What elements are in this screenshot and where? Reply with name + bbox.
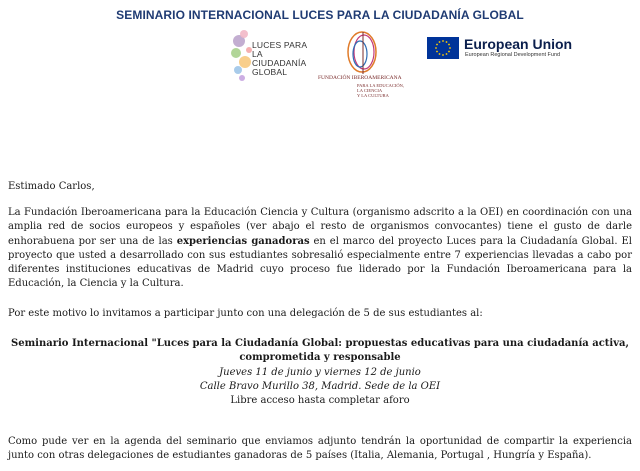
fundacion-swirl-icon	[318, 28, 418, 76]
eu-logo: European Union European Regional Development Fund	[427, 36, 597, 60]
fundacion-logo: FUNDACIÓN IBEROAMERICANA PARA LA EDUCACIÓN, LA CIENCIA Y LA CULTURA	[318, 28, 418, 102]
fundacion-subtitle: PARA LA EDUCACIÓN, LA CIENCIA Y LA CULTURA	[357, 83, 404, 98]
event-place: Calle Bravo Murillo 38, Madrid. Sede de la OEI	[199, 380, 441, 392]
event-title: Seminario Internacional "Luces para la Ciudadanía Global: propuestas educativas para una ciudadanía activa, comprometida y responsable	[11, 338, 629, 364]
logo-row	[0, 26, 640, 102]
paragraph-agenda: Como pude ver en la agenda del seminario que enviamos adjunto tendrán la oportunidad de compartir la experiencia junto con otras delegaciones de estudiantes ganadoras de 5 países (Italia, Alemania, Portugal , Hungría y España).	[8, 436, 632, 462]
event-date: Jueves 11 de junio y viernes 12 de junio	[219, 366, 421, 378]
event-access: Libre acceso hasta completar aforo	[230, 395, 410, 407]
paragraph-intro: La Fundación Iberoamericana para la Educación Ciencia y Cultura (organismo adscrito a la OEI) en coordinación con una amplia red de socios europeos y españoles (ver abajo el resto de organismos convocantes) tiene el gusto de darle enhorabuena por ser una de las experiencias ganadoras en el marco del proyecto Luces para la Ciudadanía Global. El proyecto que usted a desarrollado con sus estudiantes sobresalió especialmente entre 7 experiencias llevadas a cabo por diferentes instituciones educativas de Madrid cuyo proceso fue liderado por la Fundación Iberoamericana para la Educación, la Ciencia y la Cultura.	[8, 207, 632, 290]
page-title: SEMINARIO INTERNACIONAL LUCES PARA LA CIUDADANÍA GLOBAL	[116, 8, 524, 22]
greeting: Estimado Carlos,	[8, 181, 95, 192]
paragraph-invitation: Por este motivo lo invitamos a participar junto con una delegación de 5 de sus estudiantes al:	[8, 308, 483, 319]
luces-logo	[230, 26, 308, 86]
highlight-ganadoras: experiencias ganadoras	[176, 235, 310, 247]
event-block	[8, 337, 632, 408]
eu-flag-icon	[427, 37, 459, 59]
luces-logo-text: LUCES PARA LA CIUDADANÍA GLOBAL	[252, 40, 308, 77]
